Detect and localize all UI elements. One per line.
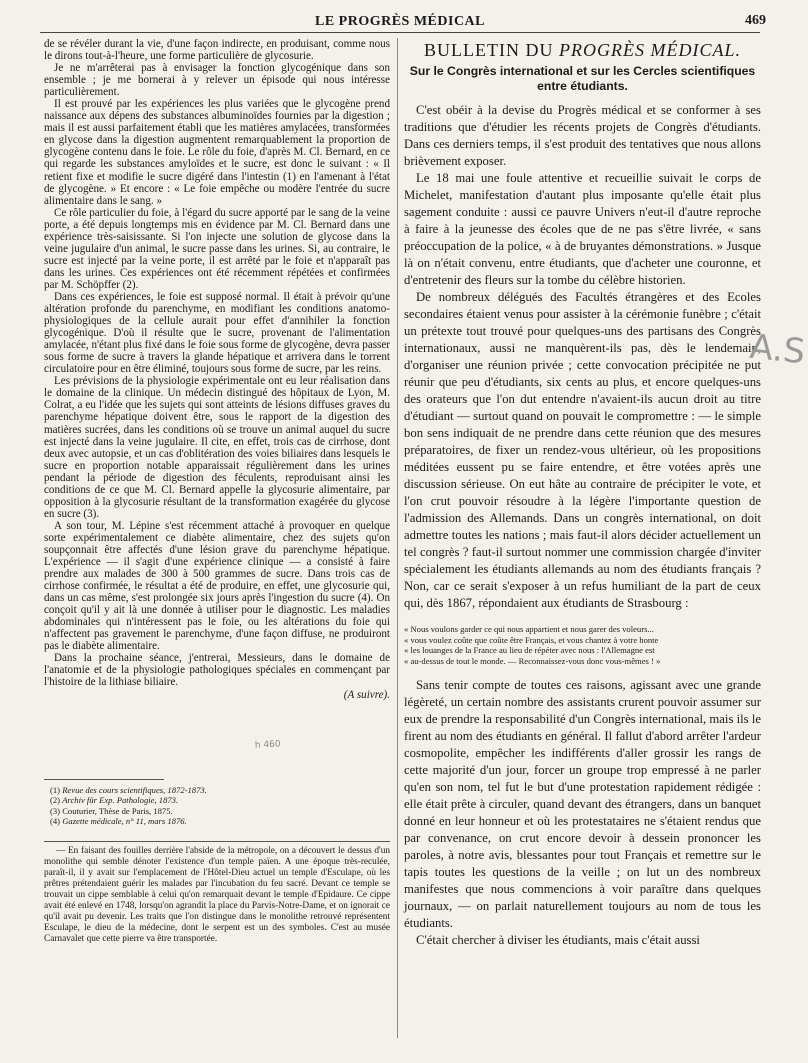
quote-line: « vous voulez coûte que coûte être Français, et vous chantez à votre honte	[404, 634, 659, 645]
handwritten-stamp: h 460	[254, 739, 281, 751]
page-number: 469	[745, 13, 766, 28]
article-subtitle: Sur le Congrès international et sur les Cercles scientifiques entre étudiants.	[409, 64, 756, 93]
article-paragraph: Sans tenir compte de toutes ces raisons, agissant avec une grande légèreté, un certain nombre des assistants crurent pouvoir assumer sur eux de prendre la responsabilité d'un Congrès international, mais ils le firent au nom des étudiants en général. Il fallut d'abord arrêter l'ardeur cosmopolite, empêcher les indifférents d'aller grossir les rangs de cette majorité d'un jour, forcer un groupe trop empressé à ne parler qu'en son nom, tel fut le but d'une protestation rapidement rédigée : elle était prête à circuler, quand devant des étrangers, dans un banquet donné en leur honneur et où les protestataires ne s'étaient rendus que par convenance, on crut encore devoir à dessein prononcer les paroles, à notre avis, blessantes pour tout Français et remettre sur le tapis toutes les questions de la veille ; on lut un des nombreux manifestes que nous commencions à voir paraître dans quelques journaux, — on parlait naturellement toujours au nom de tous les étudiants.	[404, 678, 761, 931]
left-column	[44, 38, 390, 701]
left-paragraph: Ce rôle particulier du foie, à l'égard du sucre apporté par le sang de la veine porte, a été depuis longtemps mis en évidence par M. Cl. Bernard dans une expérience très-saisissante. Si l'on injecte une solution de glycose dans la veine jugulaire d'un animal, le sucre passe dans les urines. Si, au contraire, le sucre est injecté par la veine porte, il est arrêté par le foie et n'apparaît pas dans les urines. Ces expériences ont été récemment répétées et confirmées par M. Schöpffer (2).	[44, 206, 390, 291]
to-be-continued: (A suivre).	[343, 688, 390, 701]
page-header	[40, 10, 766, 32]
quote-line: « les louanges de la France au lieu de répéter avec nous : l'Allemagne est	[404, 645, 655, 656]
quote-line: « Nous voulons garder ce qui nous appartient et nous garer des voleurs...	[404, 624, 654, 634]
article-body	[404, 102, 761, 949]
bulletin-title: BULLETIN DU PROGRÈS MÉDICAL.	[424, 40, 741, 60]
footnote: (3) Couturier, Thèse de Paris, 1875.	[50, 805, 173, 816]
journal-title: LE PROGRÈS MÉDICAL	[314, 14, 486, 29]
left-paragraph: Dans ces expériences, le foie est supposé normal. Il était à prévoir qu'une altération profonde du parenchyme, en modifiant les conditions anatomo-physiologiques de la cellule aurait pour effet d'annihiler la fonction glycogénique. D'où il résulte que le sucre, provenant de l'alimentation amylacée, n'étant plus fixé dans le foie sous forme de glycogène, devra passer sous forme de sucre à travers la glande hépatique et arrivera dans le torrent circulatoire pour en être éliminé, toujours sous forme de sucre, par les reins.	[44, 290, 390, 376]
quote-line: « au-dessus de tout le monde. — Reconnaissez-vous donc vous-mêmes ! »	[404, 655, 661, 666]
footnote: (1) Revue des cours scientifiques, 1872-1873.	[50, 785, 207, 795]
fait-divers	[44, 846, 390, 945]
left-paragraph: Je ne m'arrêterai pas à envisager la fonction glycogénique dans son ensemble ; je me bornerai à y relever un épisode qui nous intéresse particulièrement.	[44, 62, 390, 99]
fait-divers-text: — En faisant des fouilles derrière l'abside de la métropole, on a découvert le dessus d'un monolithe qui semble dénoter l'existence d'un temple païen. A une époque très-reculée, paraît-il, il y avait sur l'emplacement de l'Hôtel-Dieu actuel un temple d'Esculape, où les prêtres prétendaient guérir les malades par l'incubation du feu sacré. Devant ce temple se trouvait un cippe semblable à celui qu'on remarquait devant le temple d'Epidaure. Ce cippe avait été enlevé en 1748, lorsqu'on agrandit la place du Parvis-Notre-Dame, et on ignorait ce qu'il avait pu devenir. Les traits que l'on distingue dans le monolithe retrouvé représentent Esculape, le dieu de la médecine, dont le serpent est un des symboles. C'est au musée Carnavalet que cette pierre va être transportée.	[44, 846, 390, 945]
article-paragraph: De nombreux délégués des Facultés étrangères et des Ecoles secondaires étaient venus pour assister à la cérémonie funèbre ; c'était un prétexte tout trouvé pour quelques-uns des partisans des Congrès internationaux, aussi ne manquèrent-ils pas, dès le lendemain, d'organiser une réunion privée ; cette convocation précipitée ne put réunir que peu d'étudiants, six cents au plus, et encore quelques-uns des orateurs que l'on dut entendre n'avaient-ils aucun droit au titre d'étudiant — surtout quand on pouvait le compromettre : — le simple bon sens indiquait de ne prendre dans cette réunion que des mesures préparatoires, de fixer un rendez-vous ultérieur, où les propositions méditées eussent pu se faire entendre, et être votées après une discussion sérieuse. On eut hâte au contraire de précipiter le vote, et l'on crut pouvoir résoudre à la légère l'importante question de l'admission des Allemands. Dans un congrès international, on doit admettre toutes les nations ; mais faut-il alors décider actuellement un tel congrès ? faut-il surtout nommer une commission chargée d'inviter spécialement les étudiants allemands au nom des étudiants français ? Non, car ce serait s'exposer à un refus humiliant de la part de ceux qui, dès 1867, répondaient aux étudiants de Strasbourg :	[404, 290, 761, 610]
article-paragraph: Le 18 mai une foule attentive et recueillie suivait le corps de Michelet, manifestation d'autant plus imposante qu'elle était plus sagement conduite : aussi ce pauvre Univers n'eut-il d'autre reproche à faire à la jeunesse des écoles que de ne pas s'être livrée, « sans préoccupation de la police, « à de bruyantes démonstrations. » Jusque là on n'était convenu, entre étudiants, que d'acheter une couronne, et d'entretenir des fleurs sur la tombe du célèbre historien.	[404, 171, 761, 287]
left-paragraph: A son tour, M. Lépine s'est récemment attaché à provoquer en quelque sorte expérimentalement ce diabète alimentaire, chez des sujets qu'on soupçonnait être affectés d'une lésion grave du parenchyme hépatique. L'expérience — il s'agit d'une expérience clinique — a consisté à faire prendre aux malades de 300 à 500 grammes de sucre. Dans trois cas de cirrhose confirmée, le résultat a été de produire, en effet, une glycosurie qui, dans un cas même, s'est prolongée six jours après l'ingestion du sucre (4). On conçoit qu'il y ait là une donnée à utiliser pour le diagnostic. Les maladies abdominales qui n'intéressent pas le foie, ou les altérations du foie qui n'affectent pas gravement le parenchyme, d'une façon diffuse, ne produiront pas le diabète alimentaire.	[44, 519, 390, 653]
column-divider	[397, 38, 398, 1038]
left-paragraph: Les prévisions de la physiologie expérimentale ont eu leur réalisation dans le domaine de la clinique. Un médecin distingué des hôpitaux de Lyon, M. Colrat, a eu l'idée que les sujets qui sont atteints de lésions diffuses graves du parenchyme hépatique doivent être, sous le rapport de la digestion des matières sucrées, dans les conditions où se trouve un animal auquel du sucre est injecté dans la veine jugulaire. Il cite, en effet, trois cas de cirrhose, dont deux avec autopsie, et un cas d'oblitération des voies biliaires dans lesquels le sucre en proportion notable apparaissait régulièrement dans les urines pendant la période de digestion des féculents, reproduisant ainsi les conditions de ce que M. Cl. Bernard appelle la glycosurie alimentaire, par opposition à la glycosurie résultant de la transformation exagérée du glycose en sucre (3).	[44, 375, 390, 520]
footnote: (2) Archiv für Exp. Pathologie, 1873.	[50, 795, 179, 806]
left-paragraph: Il est prouvé par les expériences les plus variées que le glycogène prend naissance aux dépens des substances albuminoïdes fournies par la digestion ; mais il est aussi parfaitement établi que les matières amylacées, transformées en glycose dans la digestion augmentent remarquablement la proportion de glycogène contenu dans le foie. Le rôle du foie, d'après M. Cl. Bernard, en ce qui regarde les substances amyloïdes et le sucre, est donc le suivant : « Il retient fixe et modifie le sucre digéré dans l'intestin (1) en l'amenant à l'état de glycogène. » Et encore : « Le foie empêche ou modère l'entrée du sucre alimentaire dans le sang. »	[44, 98, 390, 207]
footnote-rule	[44, 779, 164, 780]
fait-divers-rule	[44, 841, 390, 842]
article-paragraph: C'était chercher à diviser les étudiants, mais c'était aussi	[416, 933, 700, 948]
footnote: (4) Gazette médicale, n° 11, mars 1876.	[50, 816, 187, 827]
footnotes	[50, 785, 390, 827]
pencil-annotation: A.S	[747, 326, 807, 373]
header-rule	[40, 32, 760, 33]
block-quote	[404, 624, 761, 666]
left-paragraph: Dans la prochaine séance, j'entrerai, Messieurs, dans le domaine de l'anatomie et de la physiologie pathologiques spéciales en commençant par l'histoire de la lithiase biliaire.	[44, 652, 390, 689]
right-column	[404, 38, 761, 949]
article-paragraph: C'est obéir à la devise du Progrès médical et se conformer à ses traditions que d'étudier les récents projets de Congrès d'étudiants. Dans ces derniers temps, il s'est produit des tentatives que nous allons brièvement exposer.	[404, 103, 761, 168]
left-paragraph: de se révéler durant la vie, d'une façon indirecte, en produisant, comme nous le dirons tout-à-l'heure, une forme particulière de glycosurie.	[44, 38, 390, 63]
